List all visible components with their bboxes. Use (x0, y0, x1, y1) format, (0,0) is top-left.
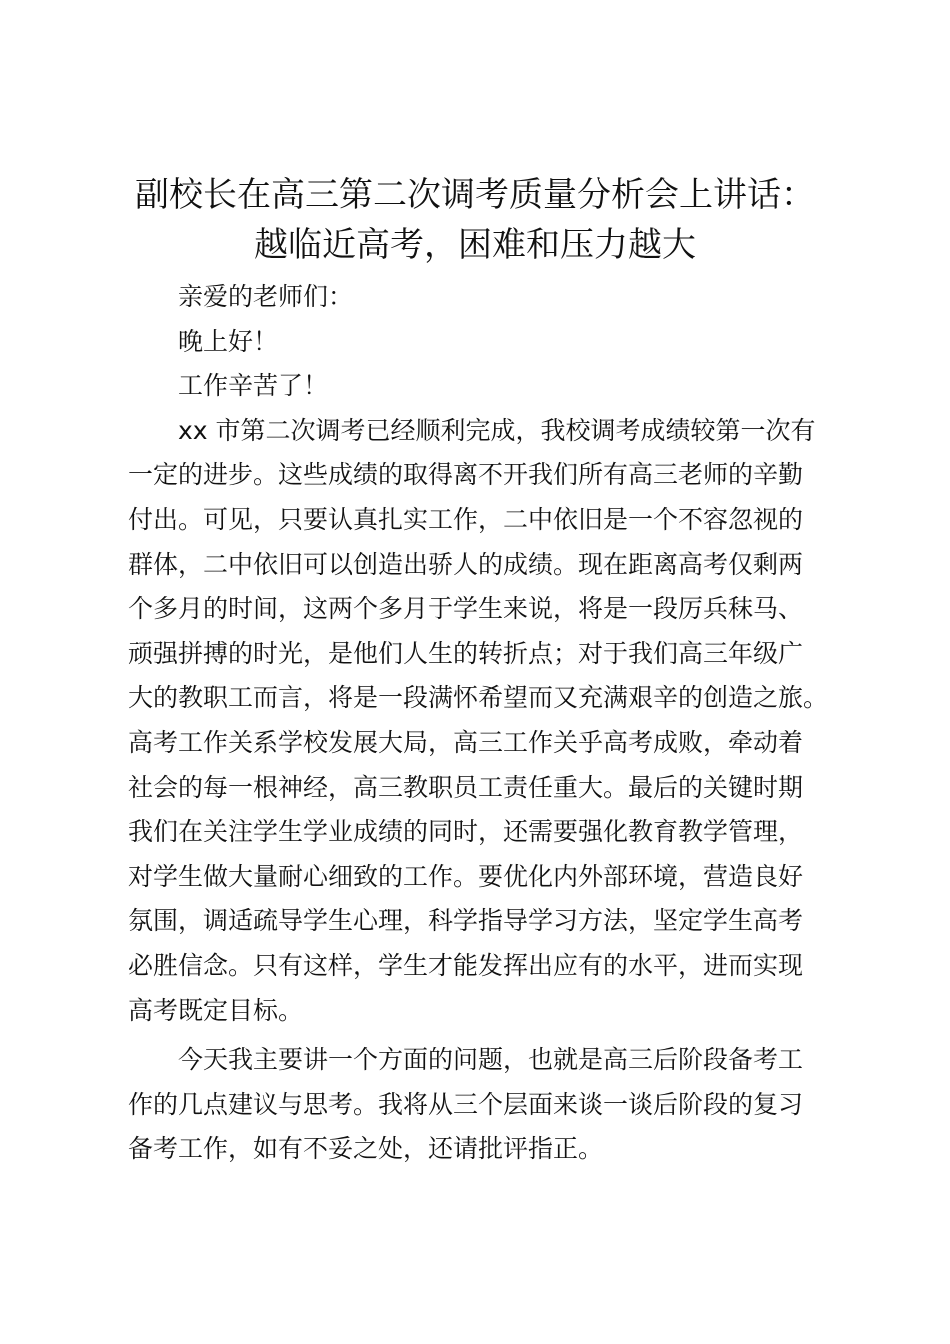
paragraph-line: 作的几点建议与思考。我将从三个层面来谈一谈后阶段的复习 (128, 1089, 804, 1119)
paragraph-line: 对学生做大量耐心细致的工作。要优化内外部环境，营造良好 (128, 861, 804, 891)
greeting-line: 亲爱的老师们： (178, 282, 354, 311)
paragraph-line: 我们在关注学生学业成绩的同时，还需要强化教育教学管理， (128, 817, 804, 847)
paragraph-line: 一定的进步。这些成绩的取得离不开我们所有高三老师的辛勤 (128, 460, 804, 490)
paragraph-line: 高考既定目标。 (128, 995, 304, 1025)
paragraph-2 (128, 1038, 848, 1172)
paragraph-line: xx 市第二次调考已经顺利完成，我校调考成绩较第一次有 (178, 415, 816, 445)
paragraph-line: 大的教职工而言，将是一段满怀希望而又充满艰辛的创造之旅。 (128, 683, 829, 713)
paragraph-line: 付出。可见，只要认真扎实工作，二中依旧是一个不容忽视的 (128, 504, 804, 534)
thanks-line: 工作辛苦了！ (178, 371, 329, 401)
paragraph-line: 个多月的时间，这两个多月于学生来说，将是一段厉兵秣马、 (128, 594, 804, 624)
paragraph-line: 群体，二中依旧可以创造出骄人的成绩。现在距离高考仅剩两 (128, 549, 804, 579)
paragraph-line: 氛围，调适疏导学生心理，科学指导学习方法，坚定学生高考 (128, 906, 804, 936)
evening-line: 晚上好！ (178, 326, 279, 356)
paragraph-line: 顽强拼搏的时光，是他们人生的转折点；对于我们高三年级广 (128, 638, 804, 668)
paragraph-line: 今天我主要讲一个方面的问题，也就是高三后阶段备考工 (178, 1045, 804, 1075)
document-body (128, 275, 848, 1172)
paragraph-line: 备考工作，如有不妥之处，还请批评指正。 (128, 1134, 604, 1164)
paragraph-1 (128, 409, 848, 1033)
paragraph-line: 社会的每一根神经，高三教职员工责任重大。最后的关键时期 (128, 772, 804, 802)
document-title-line-2: 越临近高考，困难和压力越大 (254, 225, 696, 265)
document-title-line-1: 副校长在高三第二次调考质量分析会上讲话： (135, 175, 815, 215)
paragraph-line: 必胜信念。只有这样，学生才能发挥出应有的水平，进而实现 (128, 950, 804, 980)
paragraph-line: 高考工作关系学校发展大局，高三工作关乎高考成败，牵动着 (128, 727, 804, 757)
